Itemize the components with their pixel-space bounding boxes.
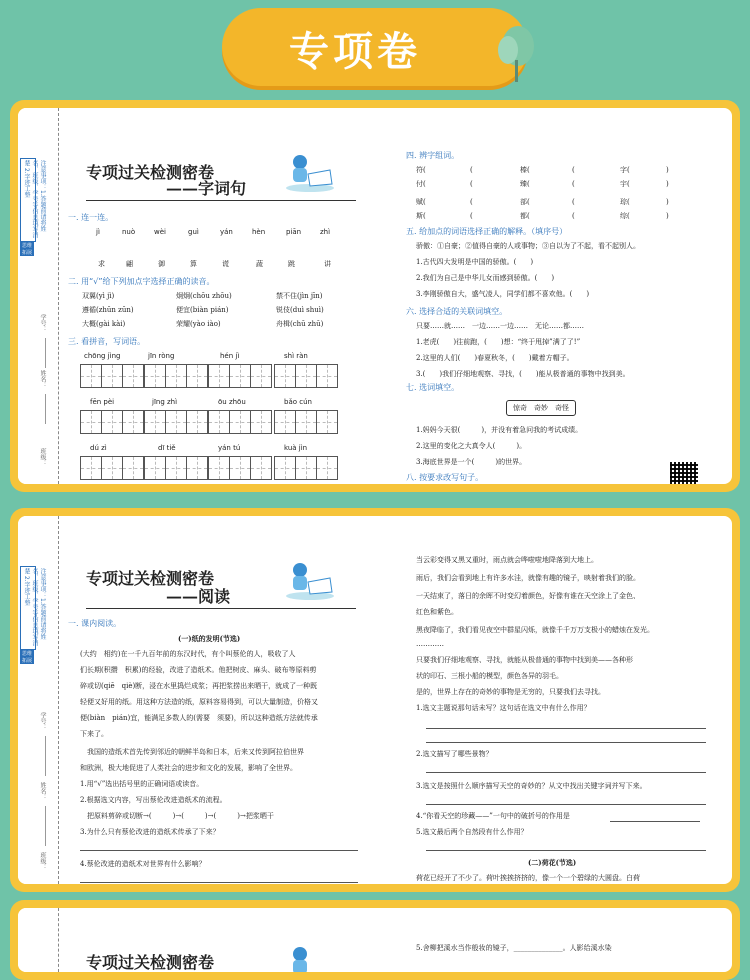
passage-line: 当云彩变得又黑又重时，雨点就会哗啦啦地降落到大地上。 [416,556,598,564]
writing-grid[interactable] [274,364,337,388]
question-item: 1.老虎( )往前跑，( )想：“终于甩掉”满了了!” [416,338,581,346]
pinyin-item: guì [188,228,199,236]
passage-line: 下来了。 [80,730,108,738]
passage-line: 红色和紫色。 [416,608,458,616]
pair-item: ( [572,166,575,174]
pair-item: 榛( [520,166,530,174]
passage-title: (二)荷花(节选) [528,858,577,867]
question-item: 2.选文描写了哪些景物？ [416,750,493,758]
section-8-heading: 八. 按要求改写句子。 [406,473,484,482]
banner-title: 专项卷 [289,29,421,75]
section-1-heading: 一. 课内阅读。 [68,619,122,628]
question-item: 5.舍柳把溪水当作般妆的镜子，______________。人影给溪水染 [416,944,612,952]
question-item: 3.海底世界是一个( )的世界。 [416,458,527,466]
pair-item: ( [470,212,473,220]
pair-item: ( [470,166,473,174]
question-item: 1.古代四大发明是中国的骄傲。( ) [416,258,534,266]
page-title: 专项过关检测密卷 [86,163,215,182]
question-item: 4.蔡伦改进的造纸术对世界有什么影响？ [80,860,206,868]
pair-item: 都( [520,212,530,220]
question-item: 3.选文是按照什么顺序描写天空的奇妙的？从文中找出关键字词并写下来。 [416,782,647,790]
grid-pinyin: jīn ròng [148,352,175,360]
pair-item: 付( [416,180,426,188]
question-item: 2.这里的人们( )春夏秋冬，( )戴着方帽子。 [416,354,574,362]
reading-option: 禁不住(jìn jīn) [276,292,323,300]
student-reading-icon [280,152,336,192]
grid-pinyin: dú zì [90,444,107,452]
word-bank: 惊奇 奇妙 奇怪 [506,400,576,416]
student-reading-icon [280,560,336,600]
question-item: 5.选文最后两个自然段有什么作用？ [416,828,528,836]
label-student-id: 学号： [39,314,46,332]
pair-item: 臻( [520,180,530,188]
passage-title: (一)纸的发明(节选) [178,634,241,643]
writing-grid[interactable] [208,364,271,388]
grid-pinyin: hén jì [220,352,240,360]
section-1-heading: 一. 连一连。 [68,213,114,222]
grid-pinyin: bǎo cún [284,398,312,406]
writing-grid[interactable] [144,410,207,434]
question-item: 把原料剪碎或切断→( )→( )→( )→把浆晒干 [80,812,274,820]
worksheet-card-3 [10,900,740,980]
passage-line: 我国的造纸术首先传到邻近的朝鲜半岛和日本，后来又传到阿拉伯世界 [80,748,304,756]
grid-pinyin: shì ràn [284,352,308,360]
char-item: 讲 [324,260,331,268]
pair-item: 斯( [416,212,426,220]
pair-item: 部( [520,198,530,206]
writing-grid[interactable] [80,456,143,480]
section-3-heading: 三. 看拼音，写词语。 [68,337,146,346]
passage-line: 碎或切(qiē qiè)断，浸在水里捣烂成浆；再把浆捞出来晒干，就成了一种既 [80,682,318,690]
answer-line[interactable] [80,850,358,851]
label-name: 姓名： [39,370,46,388]
passage-line: (大约 相约)在一千九百年前的东汉时代，有个叫蔡伦的人，吸收了人 [80,650,296,658]
writing-grid[interactable] [144,456,207,480]
reading-option: 便宜(biàn pián) [176,306,229,314]
label-name: 姓名： [39,782,46,800]
grid-pinyin: dī tiě [158,444,176,452]
pair-item: 综( [620,212,630,220]
writing-grid[interactable] [274,456,337,480]
section-7-heading: 七. 选词填空。 [406,383,460,392]
pair-item: ) [666,166,669,174]
label-class: 班级： [39,852,46,870]
passage-line: 只要我们仔细地观察、寻找，就能从极普通的事物中找到美——各种形 [416,656,633,664]
strip-instruction: 注意事项：1.答题前请将姓名、班级、学号等信息填写清楚 2.字迹工整 [23,568,46,646]
pair-item: ) [666,180,669,188]
strip-tag: 思维拓展 [21,243,32,256]
label-student-id: 学号： [39,712,46,730]
char-item: 跳 [288,260,295,268]
page-subtitle: ——字词句 [166,179,247,198]
answer-line[interactable] [426,772,706,773]
pair-item: 琮( [620,198,630,206]
passage-line: 荷花已经开了不少了。荷叶挨挨挤挤的，像一个一个碧绿的大圆盘。白荷 [416,874,640,882]
pair-item: 赋( [416,198,426,206]
pair-item: 符( [416,166,426,174]
worksheet-card-2 [10,508,740,892]
writing-grid[interactable] [208,456,271,480]
worksheet-page-3 [18,908,732,972]
answer-line[interactable] [80,882,358,883]
pair-item: ( [470,180,473,188]
section-banner [222,8,528,86]
question-item: 2.这里的变化之大真令人( )。 [416,442,527,450]
answer-line[interactable] [610,821,700,822]
passage-line: 雨后，我们会看到地上有许多水洼，就像有趣的镜子，映射着我们的脸。 [416,574,640,582]
pair-item: ( [572,198,575,206]
answer-line[interactable] [426,804,706,805]
grid-pinyin: yán tú [218,444,241,452]
question-item: 2.根据选文内容，写出蔡伦改进造纸术的流程。 [80,796,227,804]
grid-pinyin: ōu zhōu [218,398,246,406]
section-4-heading: 四. 辨字组词。 [406,151,460,160]
pair-item: 字( [620,166,630,174]
passage-line: 们长期(积攒 积累)的经验，改进了造纸术。他把树皮、麻头、破布等原料剪 [80,666,317,674]
answer-line[interactable] [426,742,706,743]
char-item: 翩 [126,260,133,268]
pair-item: ( [572,212,575,220]
passage-line: 便(biàn pián)宜，能满足多数人的(需要 须要)，所以这种造纸方法就传承 [80,714,318,722]
page-title: 专项过关检测密卷 [86,569,215,588]
passage-line: 轻便又好用的纸。用这种方法造的纸，原料容易得到，可以大量制造，价格又 [80,698,318,706]
page-title: 专项过关检测密卷 [86,953,215,972]
conjunction-options: 只要……就…… 一边……一边…… 无论……都…… [416,322,584,330]
grid-pinyin: fēn pèi [90,398,115,406]
worksheet-page-1 [18,108,732,484]
label-class: 班级： [39,448,46,466]
question-item: 4.“你看天空的珍藏——”一句中的破折号的作用是 [416,812,570,820]
reading-option: 大概(gài kài) [82,320,126,328]
strip-tag: 思维拓展 [21,651,32,664]
pinyin-item: yán [220,228,233,236]
answer-line[interactable] [426,728,706,729]
section-2-heading: 二. 用“√”给下列加点字选择正确的读音。 [68,277,215,286]
reading-option: 双翼(yì jì) [82,292,115,300]
reading-option: 舟楫(chū zhū) [276,320,324,328]
char-item: 蔬 [256,260,263,268]
grid-pinyin: jīng zhì [152,398,178,406]
page-subtitle: ——阅读 [166,587,231,606]
char-item: 御 [158,260,165,268]
passage-line: ………… [416,640,444,648]
binding-strip [18,108,59,484]
passage-line: 和欧洲，极大地促进了人类社会的进步和文化的发展，影响了全世界。 [80,764,297,772]
question-item: 3.( )我们仔细地观察、寻找，( )能从极普通的事物中找到美。 [416,370,630,378]
answer-line[interactable] [426,850,706,851]
writing-grid[interactable] [80,410,143,434]
question-item: 1.选文主题说那句话未写？这句话在选文中有什么作用？ [416,704,591,712]
pinyin-item: piān [286,228,302,236]
binding-strip [18,908,59,972]
pinyin-item: nuò [122,228,136,236]
pinyin-item: jì [96,228,100,236]
passage-line: 一天结束了，落日的余晖不时变幻着颜色，好像有谁在天空涂上了金色、 [416,592,640,600]
pair-item: ) [666,198,669,206]
pinyin-item: wèi [154,228,166,236]
writing-grid[interactable] [144,364,207,388]
tree-icon [494,26,536,82]
reading-option: 遵循(zhūn zūn) [82,306,134,314]
passage-line: 黑夜降临了，我们看见夜空中群星闪烁，就像千千万万支极小的蜡烛在发光。 [416,626,654,634]
pinyin-item: zhì [320,228,331,236]
char-item: 求 [98,260,105,268]
question-item: 2.我们为自己是中华儿女而感到骄傲。( ) [416,274,555,282]
definition-text: 骄傲：①自豪；②值得自豪的人或事物；③自以为了不起，看不起别人。 [416,242,640,250]
section-6-heading: 六. 选择合适的关联词填空。 [406,307,508,316]
question-item: 1.妈妈今天很( )，并没有着急问我的考试成绩。 [416,426,583,434]
pair-item: ( [470,198,473,206]
pair-item: 宇( [620,180,630,188]
question-item: 3.李刚骄傲自大，盛气凌人，同学们都不喜欢他。( ) [416,290,590,298]
qr-code-icon [670,462,698,484]
writing-grid[interactable] [80,364,143,388]
grid-pinyin: kuà jìn [284,444,308,452]
passage-line: 是的，世界上存在的奇妙的事物是无穷的，只要我们去寻找。 [416,688,605,696]
worksheet-page-2 [18,516,732,884]
question-item: 3.为什么只有蔡伦改进的造纸术传承了下来？ [80,828,220,836]
reading-option: 炯炯(chōu zhōu) [176,292,232,300]
reading-option: 锐伎(duì shuì) [276,306,324,314]
student-reading-icon [280,944,336,972]
worksheet-card-1 [10,100,740,492]
question-item: 1.用“√”选出括号里的正确词语或读音。 [80,780,204,788]
grid-pinyin: chōng jìng [84,352,121,360]
strip-instruction: 注意事项：1.答题前请将姓名、班级、学号等信息填写清楚 2.字迹工整 [23,160,46,238]
pinyin-item: hèn [252,228,266,236]
writing-grid[interactable] [274,410,337,434]
char-item: 谎 [222,260,229,268]
passage-line: 状的印石、三根小船的模型，颜色各异的羽毛。 [416,672,563,680]
section-5-heading: 五. 给加点的词语选择正确的解释。（填序号） [406,227,568,236]
pair-item: ( [572,180,575,188]
pair-item: ) [666,212,669,220]
char-item: 算 [190,260,197,268]
writing-grid[interactable] [208,410,271,434]
binding-strip [18,516,59,884]
reading-option: 荣耀(yào iào) [176,320,221,328]
